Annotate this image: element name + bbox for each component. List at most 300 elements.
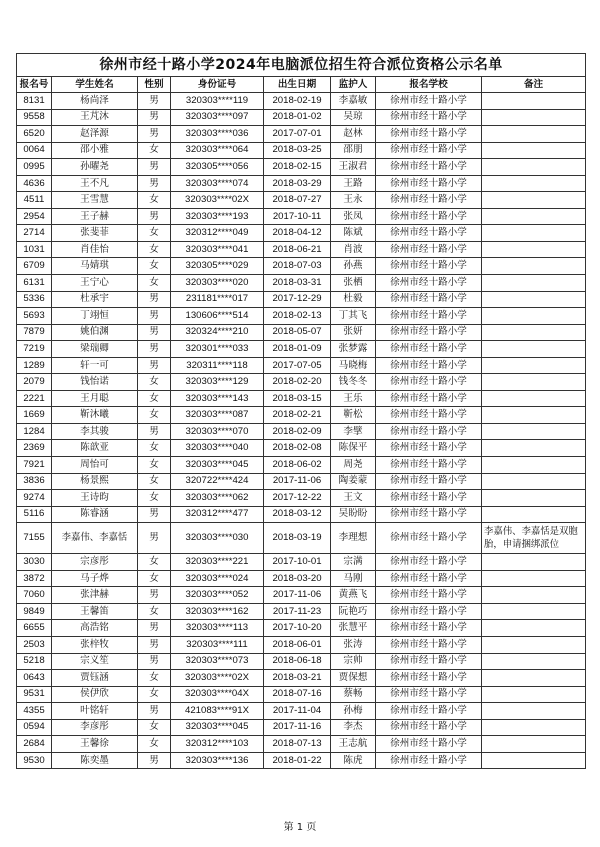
cell-guardian: 肖波 xyxy=(331,241,376,258)
cell-student-name: 王馨笛 xyxy=(52,603,138,620)
cell-birth-date: 2018-01-02 xyxy=(264,109,331,126)
cell-gender: 男 xyxy=(138,109,171,126)
cell-guardian: 邵朋 xyxy=(331,142,376,159)
cell-registration-no: 7921 xyxy=(17,457,52,474)
cell-registration-no: 3872 xyxy=(17,570,52,587)
table-row xyxy=(17,587,586,604)
cell-guardian: 王淑君 xyxy=(331,159,376,176)
cell-student-name: 王子赫 xyxy=(52,208,138,225)
cell-student-name: 马子烨 xyxy=(52,570,138,587)
cell-student-name: 王月聪 xyxy=(52,390,138,407)
header-school: 报名学校 xyxy=(376,77,482,93)
cell-remarks: 李嘉伟、李嘉恬是双胞胎，申请捆绑派位 xyxy=(482,523,586,554)
table-row xyxy=(17,324,586,341)
cell-birth-date: 2017-11-04 xyxy=(264,703,331,720)
cell-id-number: 320303****045 xyxy=(171,719,264,736)
cell-gender: 男 xyxy=(138,208,171,225)
cell-remarks xyxy=(482,440,586,457)
cell-birth-date: 2018-03-25 xyxy=(264,142,331,159)
table-row xyxy=(17,620,586,637)
cell-id-number: 130606****514 xyxy=(171,308,264,325)
table-row xyxy=(17,126,586,143)
cell-id-number: 320303****221 xyxy=(171,554,264,571)
cell-birth-date: 2018-02-15 xyxy=(264,159,331,176)
cell-id-number: 320303****119 xyxy=(171,93,264,110)
cell-guardian: 陈保平 xyxy=(331,440,376,457)
cell-school: 徐州市经十路小学 xyxy=(376,423,482,440)
cell-birth-date: 2018-02-09 xyxy=(264,423,331,440)
cell-birth-date: 2018-02-21 xyxy=(264,407,331,424)
table-row xyxy=(17,703,586,720)
cell-birth-date: 2017-10-20 xyxy=(264,620,331,637)
cell-id-number: 231181****017 xyxy=(171,291,264,308)
table-row xyxy=(17,554,586,571)
table-row xyxy=(17,357,586,374)
cell-school: 徐州市经十路小学 xyxy=(376,192,482,209)
cell-registration-no: 2714 xyxy=(17,225,52,242)
cell-gender: 女 xyxy=(138,570,171,587)
cell-gender: 女 xyxy=(138,736,171,753)
cell-remarks xyxy=(482,175,586,192)
cell-registration-no: 5116 xyxy=(17,506,52,523)
cell-registration-no: 3030 xyxy=(17,554,52,571)
cell-student-name: 陈歆亚 xyxy=(52,440,138,457)
cell-student-name: 杨景熙 xyxy=(52,473,138,490)
cell-remarks xyxy=(482,686,586,703)
cell-guardian: 周尧 xyxy=(331,457,376,474)
cell-guardian: 张栖 xyxy=(331,275,376,292)
cell-registration-no: 4511 xyxy=(17,192,52,209)
cell-registration-no: 9558 xyxy=(17,109,52,126)
cell-remarks xyxy=(482,653,586,670)
cell-student-name: 姚伯渊 xyxy=(52,324,138,341)
cell-student-name: 侯伊欣 xyxy=(52,686,138,703)
cell-guardian: 马晓梅 xyxy=(331,357,376,374)
cell-birth-date: 2018-07-13 xyxy=(264,736,331,753)
cell-student-name: 王宁心 xyxy=(52,275,138,292)
cell-birth-date: 2018-07-27 xyxy=(264,192,331,209)
cell-guardian: 王路 xyxy=(331,175,376,192)
cell-gender: 男 xyxy=(138,423,171,440)
cell-gender: 男 xyxy=(138,752,171,769)
cell-school: 徐州市经十路小学 xyxy=(376,686,482,703)
cell-school: 徐州市经十路小学 xyxy=(376,490,482,507)
table-row xyxy=(17,670,586,687)
cell-remarks xyxy=(482,275,586,292)
cell-registration-no: 8131 xyxy=(17,93,52,110)
cell-school: 徐州市经十路小学 xyxy=(376,523,482,554)
table-row xyxy=(17,407,586,424)
cell-guardian: 宗帅 xyxy=(331,653,376,670)
table-row xyxy=(17,570,586,587)
cell-guardian: 张凤 xyxy=(331,208,376,225)
cell-student-name: 王芃沐 xyxy=(52,109,138,126)
cell-gender: 女 xyxy=(138,407,171,424)
cell-registration-no: 0995 xyxy=(17,159,52,176)
table-row xyxy=(17,192,586,209)
cell-birth-date: 2018-04-12 xyxy=(264,225,331,242)
cell-registration-no: 7219 xyxy=(17,341,52,358)
cell-registration-no: 4355 xyxy=(17,703,52,720)
cell-id-number: 320303****136 xyxy=(171,752,264,769)
table-row xyxy=(17,653,586,670)
cell-guardian: 宗满 xyxy=(331,554,376,571)
cell-registration-no: 5336 xyxy=(17,291,52,308)
cell-school: 徐州市经十路小学 xyxy=(376,587,482,604)
cell-id-number: 320305****056 xyxy=(171,159,264,176)
cell-student-name: 周怡可 xyxy=(52,457,138,474)
cell-school: 徐州市经十路小学 xyxy=(376,93,482,110)
cell-guardian: 张妍 xyxy=(331,324,376,341)
cell-guardian: 孙燕 xyxy=(331,258,376,275)
cell-gender: 男 xyxy=(138,126,171,143)
cell-birth-date: 2017-12-29 xyxy=(264,291,331,308)
cell-student-name: 王馨徐 xyxy=(52,736,138,753)
cell-remarks xyxy=(482,587,586,604)
cell-guardian: 孙梅 xyxy=(331,703,376,720)
cell-gender: 男 xyxy=(138,308,171,325)
cell-gender: 男 xyxy=(138,523,171,554)
cell-id-number: 320303****070 xyxy=(171,423,264,440)
cell-gender: 女 xyxy=(138,603,171,620)
cell-id-number: 320312****477 xyxy=(171,506,264,523)
cell-remarks xyxy=(482,192,586,209)
cell-id-number: 320312****049 xyxy=(171,225,264,242)
cell-guardian: 王文 xyxy=(331,490,376,507)
cell-gender: 男 xyxy=(138,291,171,308)
cell-id-number: 320324****210 xyxy=(171,324,264,341)
cell-school: 徐州市经十路小学 xyxy=(376,357,482,374)
cell-birth-date: 2018-02-08 xyxy=(264,440,331,457)
cell-guardian: 赵林 xyxy=(331,126,376,143)
cell-birth-date: 2018-03-21 xyxy=(264,670,331,687)
cell-guardian: 王乐 xyxy=(331,390,376,407)
cell-registration-no: 2079 xyxy=(17,374,52,391)
cell-gender: 女 xyxy=(138,554,171,571)
cell-remarks xyxy=(482,225,586,242)
cell-remarks xyxy=(482,736,586,753)
cell-id-number: 320303****062 xyxy=(171,490,264,507)
cell-gender: 女 xyxy=(138,258,171,275)
cell-gender: 女 xyxy=(138,390,171,407)
table-row xyxy=(17,241,586,258)
table-row xyxy=(17,473,586,490)
cell-remarks xyxy=(482,308,586,325)
cell-guardian: 张涛 xyxy=(331,636,376,653)
cell-guardian: 王永 xyxy=(331,192,376,209)
table-row xyxy=(17,506,586,523)
cell-remarks xyxy=(482,159,586,176)
cell-remarks xyxy=(482,208,586,225)
cell-gender: 女 xyxy=(138,142,171,159)
table-row xyxy=(17,291,586,308)
cell-school: 徐州市经十路小学 xyxy=(376,258,482,275)
cell-registration-no: 2684 xyxy=(17,736,52,753)
cell-guardian: 黄燕飞 xyxy=(331,587,376,604)
roster-table xyxy=(16,53,586,769)
cell-gender: 女 xyxy=(138,241,171,258)
table-row xyxy=(17,719,586,736)
cell-gender: 男 xyxy=(138,357,171,374)
cell-birth-date: 2018-07-03 xyxy=(264,258,331,275)
cell-registration-no: 7155 xyxy=(17,523,52,554)
cell-id-number: 421083****91X xyxy=(171,703,264,720)
cell-registration-no: 9531 xyxy=(17,686,52,703)
cell-id-number: 320312****103 xyxy=(171,736,264,753)
cell-student-name: 王不凡 xyxy=(52,175,138,192)
table-row xyxy=(17,208,586,225)
cell-school: 徐州市经十路小学 xyxy=(376,275,482,292)
cell-school: 徐州市经十路小学 xyxy=(376,308,482,325)
cell-student-name: 宗义笙 xyxy=(52,653,138,670)
cell-birth-date: 2018-02-13 xyxy=(264,308,331,325)
cell-registration-no: 2503 xyxy=(17,636,52,653)
cell-guardian: 李理想 xyxy=(331,523,376,554)
cell-remarks xyxy=(482,554,586,571)
cell-remarks xyxy=(482,109,586,126)
cell-gender: 男 xyxy=(138,636,171,653)
cell-guardian: 李擘 xyxy=(331,423,376,440)
cell-birth-date: 2017-12-22 xyxy=(264,490,331,507)
table-row xyxy=(17,603,586,620)
cell-birth-date: 2017-07-05 xyxy=(264,357,331,374)
cell-guardian: 马刚 xyxy=(331,570,376,587)
cell-guardian: 吴盼盼 xyxy=(331,506,376,523)
cell-school: 徐州市经十路小学 xyxy=(376,620,482,637)
cell-gender: 女 xyxy=(138,374,171,391)
cell-school: 徐州市经十路小学 xyxy=(376,142,482,159)
cell-school: 徐州市经十路小学 xyxy=(376,208,482,225)
table-row xyxy=(17,159,586,176)
cell-guardian: 钱冬冬 xyxy=(331,374,376,391)
cell-id-number: 320303****020 xyxy=(171,275,264,292)
table-row xyxy=(17,390,586,407)
table-row xyxy=(17,275,586,292)
cell-gender: 女 xyxy=(138,670,171,687)
cell-registration-no: 6709 xyxy=(17,258,52,275)
cell-registration-no: 0064 xyxy=(17,142,52,159)
cell-school: 徐州市经十路小学 xyxy=(376,653,482,670)
cell-remarks xyxy=(482,341,586,358)
cell-registration-no: 9530 xyxy=(17,752,52,769)
cell-birth-date: 2018-03-29 xyxy=(264,175,331,192)
cell-id-number: 320303****024 xyxy=(171,570,264,587)
cell-remarks xyxy=(482,126,586,143)
cell-gender: 男 xyxy=(138,341,171,358)
cell-registration-no: 0594 xyxy=(17,719,52,736)
table-row xyxy=(17,686,586,703)
cell-birth-date: 2018-02-20 xyxy=(264,374,331,391)
cell-remarks xyxy=(482,603,586,620)
cell-birth-date: 2017-11-06 xyxy=(264,473,331,490)
cell-school: 徐州市经十路小学 xyxy=(376,324,482,341)
cell-id-number: 320722****424 xyxy=(171,473,264,490)
page-title: 徐州市经十路小学2024年电脑派位招生符合派位资格公示名单 xyxy=(17,54,586,77)
header-gender: 性别 xyxy=(138,77,171,93)
cell-guardian: 靳松 xyxy=(331,407,376,424)
cell-id-number: 320303****045 xyxy=(171,457,264,474)
cell-school: 徐州市经十路小学 xyxy=(376,603,482,620)
cell-birth-date: 2017-11-06 xyxy=(264,587,331,604)
cell-registration-no: 7879 xyxy=(17,324,52,341)
cell-student-name: 贾钰涵 xyxy=(52,670,138,687)
cell-id-number: 320303****041 xyxy=(171,241,264,258)
cell-remarks xyxy=(482,324,586,341)
roster-sheet xyxy=(16,53,585,769)
cell-remarks xyxy=(482,241,586,258)
cell-id-number: 320303****129 xyxy=(171,374,264,391)
cell-student-name: 陈奕墨 xyxy=(52,752,138,769)
table-row xyxy=(17,341,586,358)
cell-school: 徐州市经十路小学 xyxy=(376,225,482,242)
cell-student-name: 邵小雅 xyxy=(52,142,138,159)
cell-birth-date: 2017-10-11 xyxy=(264,208,331,225)
cell-school: 徐州市经十路小学 xyxy=(376,703,482,720)
cell-school: 徐州市经十路小学 xyxy=(376,736,482,753)
cell-student-name: 梁瑞卿 xyxy=(52,341,138,358)
cell-gender: 女 xyxy=(138,490,171,507)
cell-remarks xyxy=(482,93,586,110)
cell-gender: 男 xyxy=(138,653,171,670)
cell-registration-no: 0643 xyxy=(17,670,52,687)
cell-student-name: 宗彦彤 xyxy=(52,554,138,571)
cell-student-name: 轩一可 xyxy=(52,357,138,374)
cell-registration-no: 6131 xyxy=(17,275,52,292)
cell-gender: 女 xyxy=(138,440,171,457)
cell-remarks xyxy=(482,719,586,736)
cell-birth-date: 2018-03-20 xyxy=(264,570,331,587)
cell-remarks xyxy=(482,457,586,474)
cell-school: 徐州市经十路小学 xyxy=(376,719,482,736)
cell-remarks xyxy=(482,636,586,653)
cell-remarks xyxy=(482,752,586,769)
cell-remarks xyxy=(482,703,586,720)
cell-guardian: 陈斌 xyxy=(331,225,376,242)
cell-id-number: 320303****052 xyxy=(171,587,264,604)
cell-registration-no: 1031 xyxy=(17,241,52,258)
table-row xyxy=(17,440,586,457)
cell-gender: 男 xyxy=(138,506,171,523)
cell-remarks xyxy=(482,490,586,507)
cell-remarks xyxy=(482,620,586,637)
cell-guardian: 李嘉敏 xyxy=(331,93,376,110)
cell-student-name: 张斐菲 xyxy=(52,225,138,242)
cell-student-name: 王雪慧 xyxy=(52,192,138,209)
cell-student-name: 杨尚泽 xyxy=(52,93,138,110)
cell-guardian: 丁其飞 xyxy=(331,308,376,325)
cell-remarks xyxy=(482,390,586,407)
table-row xyxy=(17,142,586,159)
cell-remarks xyxy=(482,506,586,523)
cell-remarks xyxy=(482,473,586,490)
cell-student-name: 马婧琪 xyxy=(52,258,138,275)
table-row xyxy=(17,258,586,275)
cell-student-name: 钱怡诺 xyxy=(52,374,138,391)
cell-id-number: 320303****087 xyxy=(171,407,264,424)
cell-registration-no: 2221 xyxy=(17,390,52,407)
cell-guardian: 蔡畅 xyxy=(331,686,376,703)
table-row xyxy=(17,457,586,474)
cell-id-number: 320303****162 xyxy=(171,603,264,620)
cell-registration-no: 7060 xyxy=(17,587,52,604)
table-row xyxy=(17,109,586,126)
cell-birth-date: 2018-03-12 xyxy=(264,506,331,523)
cell-school: 徐州市经十路小学 xyxy=(376,291,482,308)
cell-gender: 女 xyxy=(138,686,171,703)
cell-birth-date: 2017-07-01 xyxy=(264,126,331,143)
cell-registration-no: 5218 xyxy=(17,653,52,670)
cell-guardian: 张慧平 xyxy=(331,620,376,637)
cell-id-number: 320301****033 xyxy=(171,341,264,358)
cell-gender: 女 xyxy=(138,473,171,490)
header-student-name: 学生姓名 xyxy=(52,77,138,93)
cell-gender: 男 xyxy=(138,93,171,110)
cell-student-name: 高浩铭 xyxy=(52,620,138,637)
cell-school: 徐州市经十路小学 xyxy=(376,109,482,126)
table-row xyxy=(17,636,586,653)
cell-school: 徐州市经十路小学 xyxy=(376,440,482,457)
cell-remarks xyxy=(482,670,586,687)
table-row xyxy=(17,93,586,110)
table-row xyxy=(17,374,586,391)
cell-school: 徐州市经十路小学 xyxy=(376,374,482,391)
cell-gender: 女 xyxy=(138,225,171,242)
cell-birth-date: 2017-11-23 xyxy=(264,603,331,620)
cell-student-name: 肖佳怡 xyxy=(52,241,138,258)
cell-school: 徐州市经十路小学 xyxy=(376,636,482,653)
cell-guardian: 王志航 xyxy=(331,736,376,753)
cell-birth-date: 2018-02-19 xyxy=(264,93,331,110)
cell-remarks xyxy=(482,374,586,391)
cell-birth-date: 2017-11-16 xyxy=(264,719,331,736)
header-remarks: 备注 xyxy=(482,77,586,93)
cell-birth-date: 2018-07-16 xyxy=(264,686,331,703)
roster-body xyxy=(17,93,586,769)
cell-student-name: 李嘉伟、李嘉恬 xyxy=(52,523,138,554)
cell-birth-date: 2018-06-01 xyxy=(264,636,331,653)
cell-remarks xyxy=(482,258,586,275)
cell-remarks xyxy=(482,423,586,440)
cell-school: 徐州市经十路小学 xyxy=(376,407,482,424)
cell-gender: 男 xyxy=(138,620,171,637)
cell-gender: 女 xyxy=(138,719,171,736)
cell-school: 徐州市经十路小学 xyxy=(376,554,482,571)
cell-registration-no: 9849 xyxy=(17,603,52,620)
table-row xyxy=(17,423,586,440)
cell-guardian: 吴琼 xyxy=(331,109,376,126)
cell-registration-no: 2369 xyxy=(17,440,52,457)
cell-remarks xyxy=(482,407,586,424)
cell-student-name: 张梓牧 xyxy=(52,636,138,653)
cell-student-name: 丁翊恒 xyxy=(52,308,138,325)
cell-birth-date: 2018-06-02 xyxy=(264,457,331,474)
cell-id-number: 320303****02X xyxy=(171,192,264,209)
table-row xyxy=(17,752,586,769)
cell-birth-date: 2018-05-07 xyxy=(264,324,331,341)
cell-gender: 女 xyxy=(138,275,171,292)
header-guardian: 监护人 xyxy=(331,77,376,93)
cell-student-name: 王诗昀 xyxy=(52,490,138,507)
cell-school: 徐州市经十路小学 xyxy=(376,457,482,474)
cell-id-number: 320303****040 xyxy=(171,440,264,457)
cell-id-number: 320305****029 xyxy=(171,258,264,275)
cell-school: 徐州市经十路小学 xyxy=(376,159,482,176)
cell-registration-no: 4636 xyxy=(17,175,52,192)
cell-registration-no: 9274 xyxy=(17,490,52,507)
header-birth-date: 出生日期 xyxy=(264,77,331,93)
cell-guardian: 陶姜蒙 xyxy=(331,473,376,490)
cell-student-name: 李其骏 xyxy=(52,423,138,440)
